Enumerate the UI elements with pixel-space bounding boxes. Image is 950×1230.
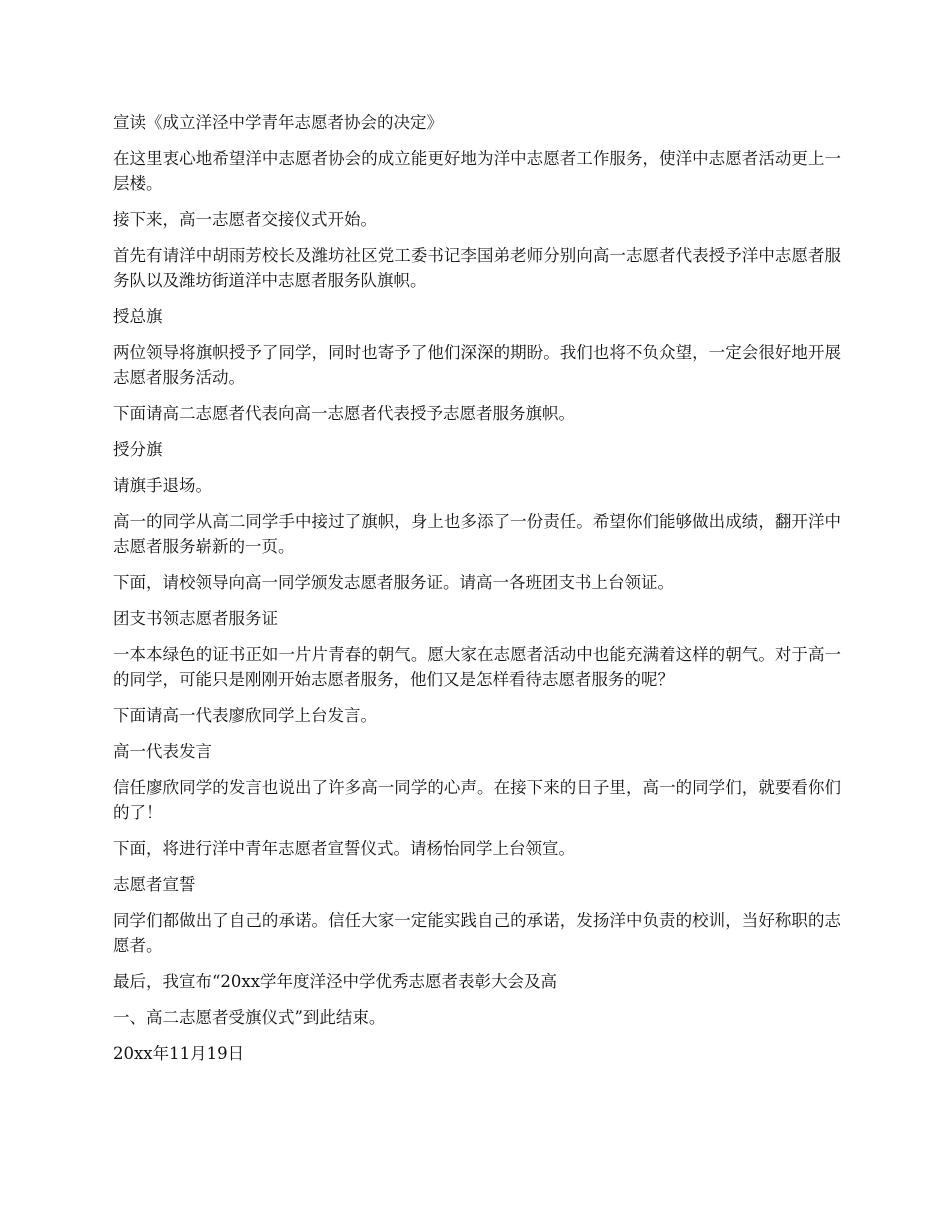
paragraph-representative-speech: 高一代表发言 [113, 742, 212, 761]
paragraph-oath-invite: 下面，将进行洋中青年志愿者宣誓仪式。请杨怡同学上台领宣。 [113, 839, 575, 858]
paragraph-sub-flag: 授分旗 [113, 440, 163, 459]
paragraph-oath: 志愿者宣誓 [113, 875, 196, 894]
paragraph-responsibility: 高一的同学从高二同学手中接过了旗帜，身上也多添了一份责任。希望你们能够做出成绩，翻开洋中志愿者服务崭新的一页。 [113, 512, 841, 556]
paragraph-announcement: 宣读《成立洋泾中学青年志愿者协会的决定》 [113, 113, 443, 132]
paragraph-speech-response: 信任廖欣同学的发言也说出了许多高一同学的心声。在接下来的日子里，高一的同学们，就要看你们的了！ [113, 778, 841, 822]
paragraph-leaders: 两位领导将旗帜授予了同学，同时也寄予了他们深深的期盼。我们也将不负众望，一定会很好地开展志愿者服务活动。 [113, 343, 841, 387]
paragraph-speaker-invite: 下面请高一代表廖欣同学上台发言。 [113, 706, 377, 725]
paragraph-certificate-receive: 团支书领志愿者服务证 [113, 609, 278, 628]
paragraph-hope: 在这里衷心地希望洋中志愿者协会的成立能更好地为洋中志愿者工作服务，使洋中志愿者活动更上一层楼。 [113, 149, 841, 193]
paragraph-promise: 同学们都做出了自己的承诺。信任大家一定能实践自己的承诺，发扬洋中负责的校训，当好称职的志愿者。 [113, 911, 841, 955]
paragraph-handover-start: 接下来，高一志愿者交接仪式开始。 [113, 210, 377, 229]
paragraph-date: 20xx年11月19日 [113, 1044, 245, 1063]
paragraph-flag-bearers-exit: 请旗手退场。 [113, 476, 212, 495]
document-page [113, 110, 841, 1077]
paragraph-main-flag: 授总旗 [113, 307, 163, 326]
paragraph-closing-1: 最后，我宣布“20xx学年度洋泾中学优秀志愿者表彰大会及高 [113, 972, 558, 991]
paragraph-certificate-issue: 下面，请校领导向高一同学颁发志愿者服务证。请高一各班团支书上台领证。 [113, 573, 674, 592]
paragraph-flag-presentation: 首先有请洋中胡雨芳校长及潍坊社区党工委书记李国弟老师分别向高一志愿者代表授予洋中志愿者服务队以及潍坊街道洋中志愿者服务队旗帜。 [113, 246, 841, 290]
paragraph-senior-representatives: 下面请高二志愿者代表向高一志愿者代表授予志愿者服务旗帜。 [113, 404, 575, 423]
paragraph-green-certificate: 一本本绿色的证书正如一片片青春的朝气。愿大家在志愿者活动中也能充满着这样的朝气。对于高一的同学，可能只是刚刚开始志愿者服务，他们又是怎样看待志愿者服务的呢？ [113, 645, 841, 689]
paragraph-closing-2: 一、高二志愿者受旗仪式”到此结束。 [113, 1008, 386, 1027]
